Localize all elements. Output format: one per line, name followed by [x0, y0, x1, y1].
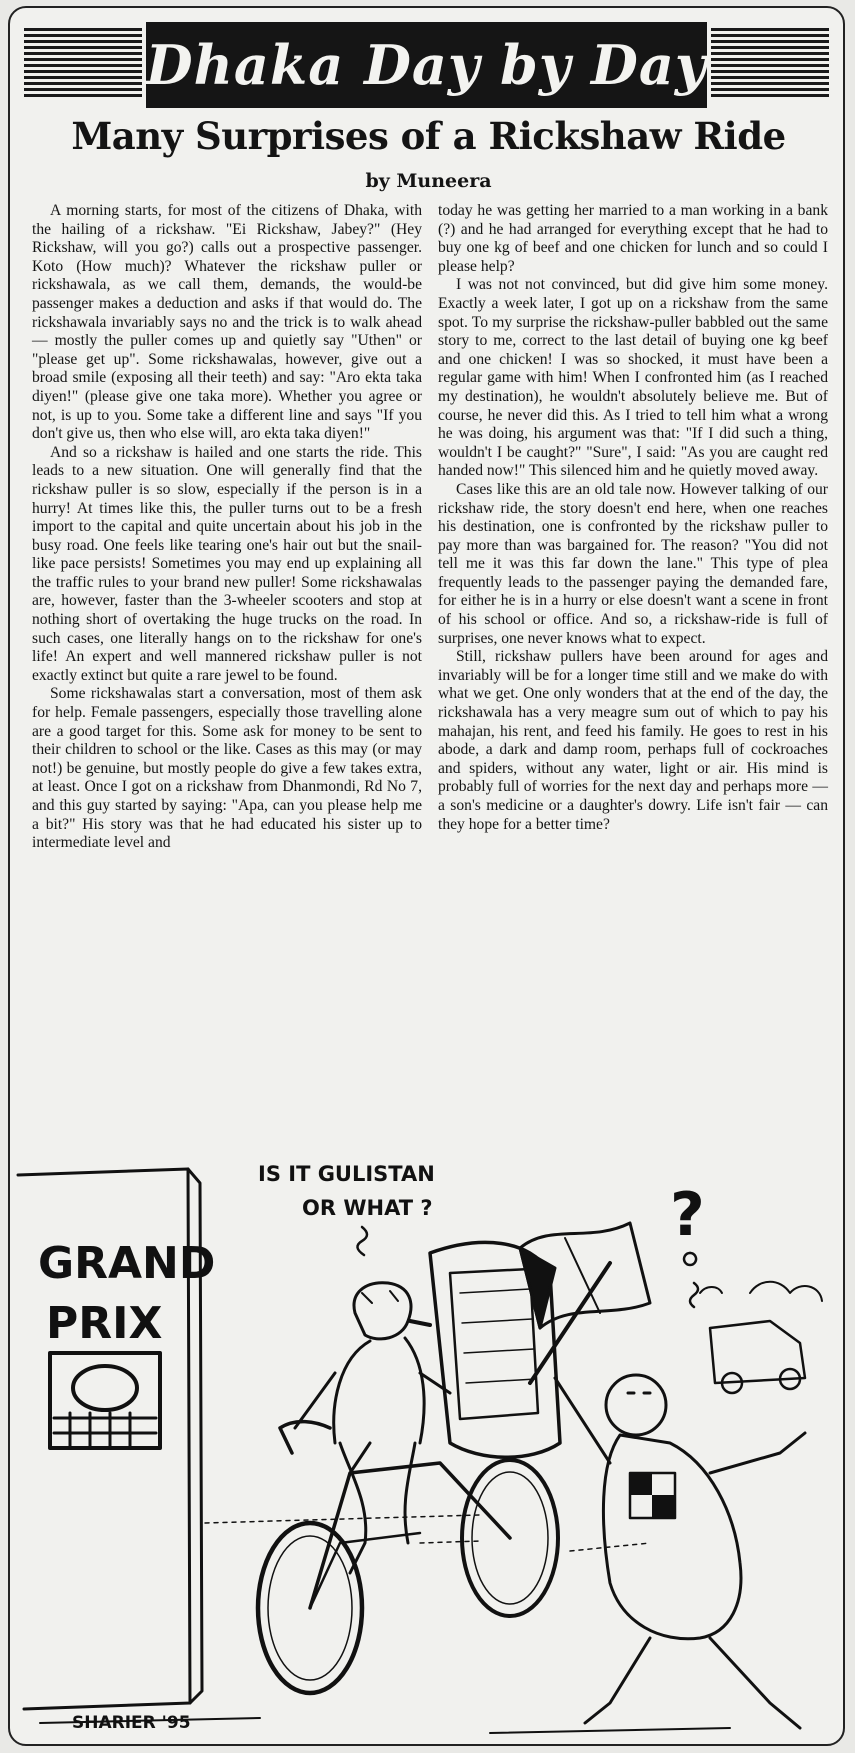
newspaper-clipping	[8, 6, 845, 1746]
column-title: Dhaka Day by Day	[145, 33, 708, 97]
paragraph: I was not not convinced, but did give him some money. Exactly a week later, I got up on a rickshaw from the same spot. To my surprise the rickshaw-puller babbled out the same story to me, correct to the last detail of buying one kg beef and one chicken! I was so shocked, it must have been a regular game with him! When I confronted him (as I reached my destination), he wouldn't absolutely believe me. But of course, he never did this. As I tried to tell him what a wrong he was doing, his argument was that: "If I did such a thing, wouldn't I be caught?" "Sure", I said: "As you are caught red handed now!" This silenced him and he quietly moved away.	[438, 276, 828, 480]
speech-line-2: OR WHAT ?	[302, 1196, 433, 1220]
banner-box	[146, 22, 707, 108]
banner-hatching-right	[711, 28, 829, 100]
sign-text-prix: PRIX	[46, 1298, 163, 1349]
flag-waving-man	[520, 1223, 805, 1728]
article-column-left	[32, 202, 422, 853]
rickshaw-puller	[295, 1283, 450, 1573]
speech-line-1: IS IT GULISTAN	[258, 1162, 435, 1186]
paragraph: today he was getting her married to a man working in a bank (?) and he had arranged for everything except that he had to buy one kg of beef and one chicken for lunch and so could I please help?	[438, 202, 828, 275]
sign-text-grand: GRAND	[38, 1238, 216, 1289]
speeding-car	[700, 1282, 822, 1393]
grand-prix-sign	[18, 1169, 215, 1709]
paragraph: Some rickshawalas start a conversation, most of them ask for help. Female passengers, especially those travelling alone are a good target for this. Some ask for money to be sent to their children to school or the like. Cases as this may (or may not!) be genuine, but mostly people do give a few takes extra, at least. Once I got on a rickshaw from Dhanmondi, Rd No 7, and this guy started by saying: "Apa, can you please help me a bit?" His story was that he had educated his sister up to intermediate level and	[32, 685, 422, 852]
paragraph: Still, rickshaw pullers have been around for ages and invariably will be for a longer time still and we make do with what we get. One only wonders that at the end of the day, the rickshawala has a very meagre sum out of which to pay his mahajan, his rent, and feed his family. He goes to rest in his abode, a dark and damp room, perhaps full of cockroaches and spiders, without any water, light or air. His mind is probably full of worries for the next day and perhaps more — a son's medicine or a daughter's dowry. Life isn't fair — can they hope for a better time?	[438, 648, 828, 833]
paragraph: A morning starts, for most of the citizens of Dhaka, with the hailing of a rickshaw. "Ei Rickshaw, Jabey?" (Hey Rickshaw, will you go?) calls out a prospective passenger. Koto (How much)? Whatever the rickshaw puller or rickshawala, as we call them, demands, the would-be passenger makes a deduction and asks if that would do. The rickshawala invariably says no and the trick is to walk ahead — mostly the puller comes up and quietly say "Uthen" or "please get up". Some rickshawalas, however, give out a broad smile (exposing all their teeth) and say: "Aro ekta taka diyen!" (please give one taka more). Whether you agree or not, is up to you. Some take a different line and says "If you don't give us, then who else will, aro ekta taka diyen!"	[32, 202, 422, 443]
artist-signature: SHARIER '95	[72, 1713, 191, 1733]
question-mark-doodle: ?	[670, 1180, 705, 1250]
paragraph: Cases like this are an old tale now. However talking of our rickshaw ride, the story doesn't end here, when one reaches his destination, one is confronted by the rickshaw puller to pay more than was bargained for. The reason? "You did not tell me it was this far down the lane." This type of plea frequently leads to the passenger paying the demanded fare, for either he is in a hurry or else doesn't want a scene in front of his school or office. And so, a rickshaw-ride is full of surprises, one never knows what to expect.	[438, 480, 828, 647]
banner-hatching-left	[24, 28, 142, 100]
cartoon-illustration	[10, 1143, 845, 1746]
column-banner	[24, 22, 829, 108]
paragraph: And so a rickshaw is hailed and one starts the ride. This leads to a new situation. One will generally find that the rickshaw puller is so slow, especially if the person is in a hurry! At times like this, the puller turns out to be a fresh import to the capital and quite uncertain about his job in the busy road. One feels like tearing one's hair out but the snail-like pace persists! Sometimes you may end up explaining all the traffic rules to your brand new puller! Some rickshawalas are, however, faster than the 3-wheeler scooters and stop at nothing short of overtaking the huge trucks on the road. In such cases, one literally hangs on to the rickshaw for one's life! An expert and well mannered rickshaw puller is not exactly extinct but quite a rare jewel to be found.	[32, 443, 422, 684]
article-headline: Many Surprises of a Rickshaw Ride	[71, 114, 786, 158]
article-column-right	[438, 202, 828, 834]
cartoon-drawing	[10, 1143, 845, 1746]
confusion-marks	[684, 1253, 698, 1307]
road-marks	[205, 1515, 650, 1551]
speech-squiggle	[357, 1227, 367, 1255]
article-byline: by Muneera	[365, 170, 492, 192]
